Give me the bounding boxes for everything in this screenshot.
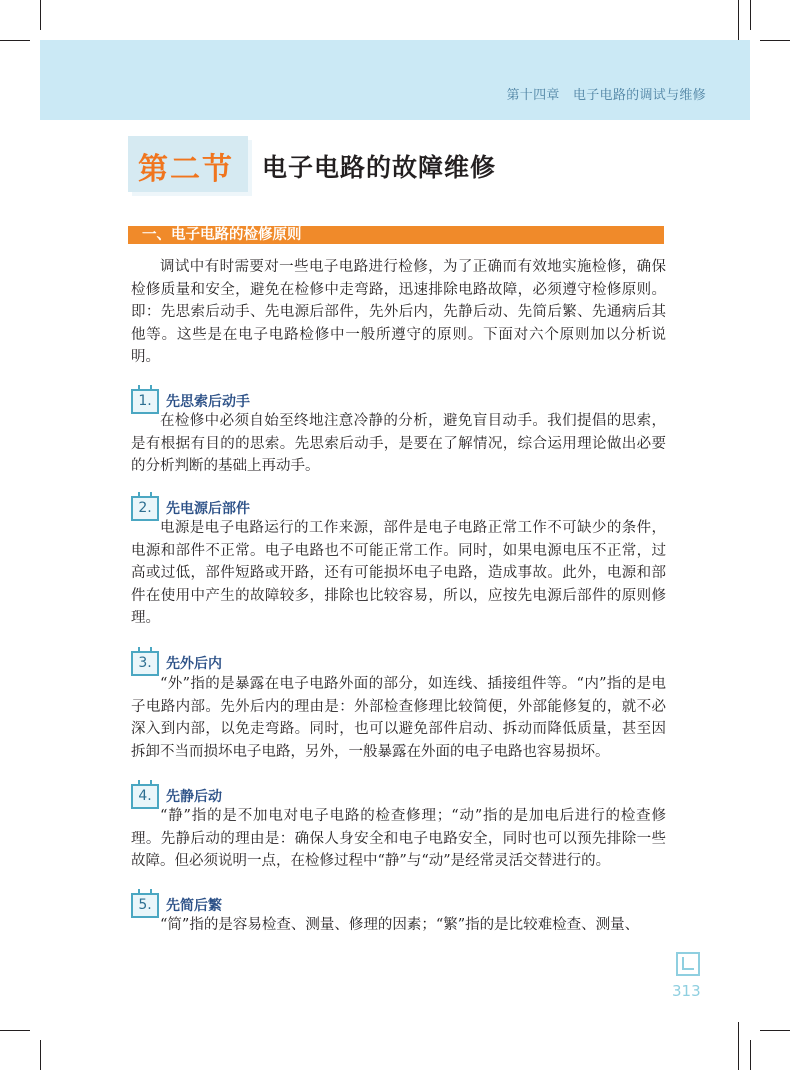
subsection-bar <box>128 226 664 244</box>
item-title: 先外后内 <box>166 656 222 672</box>
item-body-1: 在检修中必须自始至终地注意冷静的分析，避免盲目动手。我们提倡的思索，是有根据有目的的思索。先思索后动手，是要在了解情况，综合运用理论做出必要的分析判断的基础上再动手。 <box>131 413 666 474</box>
crop-mark <box>750 0 751 30</box>
item-body-5: “简”指的是容易检查、测量、修理的因素；“繁”指的是比较难检查、测量、 <box>160 917 640 933</box>
crop-mark <box>750 1040 751 1070</box>
calendar-icon: 4. <box>131 784 159 809</box>
calendar-icon: 3. <box>131 651 159 676</box>
item-title: 先思索后动手 <box>166 394 250 410</box>
crop-mark <box>760 1030 790 1031</box>
page-corner-icon <box>676 952 700 976</box>
crop-mark <box>40 1040 41 1070</box>
calendar-icon: 5. <box>131 893 159 918</box>
page-number: 313 <box>672 982 701 1000</box>
calendar-icon: 1. <box>131 389 159 414</box>
crop-mark <box>760 40 790 41</box>
section-title: 电子电路的故障维修 <box>262 153 497 182</box>
calendar-icon: 2. <box>131 496 159 521</box>
crop-mark <box>40 0 41 30</box>
item-body-3: “外”指的是暴露在电子电路外面的部分，如连线、插接组件等。“内”指的是电子电路内部。先外后内的理由是：外部检查修理比较简便，外部能修复的，就不必深入到内部，以免走弯路。同时，也可以避免部件启动、拆动而降低质量，甚至因拆卸不当而损坏电子电路，另外，一般暴露在外面的电子电路也容易损坏。 <box>131 676 666 760</box>
item-body-4: “静”指的是不加电对电子电路的检查修理；“动”指的是加电后进行的检查修理。先静后动的理由是：确保人身安全和电子电路安全，同时也可以预先排除一些故障。但必须说明一点，在检修过程中“静”与“动”是经常灵活交替进行的。 <box>131 808 666 869</box>
item-body-2: 电源是电子电路运行的工作来源，部件是电子电路正常工作不可缺少的条件，电源和部件不正常。电子电路也不可能正常工作。同时，如果电源电压不正常，过高或过低，部件短路或开路，还有可能损坏电子电路，造成事故。此外，电源和部件在使用中产生的故障较多，排除也比较容易，所以，应按先电源后部件的原则修理。 <box>131 520 666 626</box>
section-badge <box>128 136 248 192</box>
item-title: 先电源后部件 <box>166 501 250 517</box>
intro-paragraph: 调试中有时需要对一些电子电路进行检修，为了正确而有效地实施检修，确保检修质量和安全，避免在检修中走弯路，迅速排除电路故障，必须遵守检修原则。即：先思索后动手、先电源后部件，先外后内，先静后动、先简后繁、先通病后其他等。这些是在电子电路检修中一般所遵守的原则。下面对六个原则加以分析说明。 <box>131 259 666 365</box>
crop-mark <box>0 40 30 41</box>
item-title: 先静后动 <box>166 789 222 805</box>
crop-mark <box>0 1030 30 1031</box>
header-band <box>40 40 750 120</box>
crop-mark <box>738 1022 739 1070</box>
chapter-title: 第十四章 电子电路的调试与维修 <box>506 88 706 103</box>
subsection-title: 一、电子电路的检修原则 <box>142 227 302 243</box>
section-badge-text: 第二节 <box>138 152 234 187</box>
item-title: 先简后繁 <box>166 898 222 914</box>
